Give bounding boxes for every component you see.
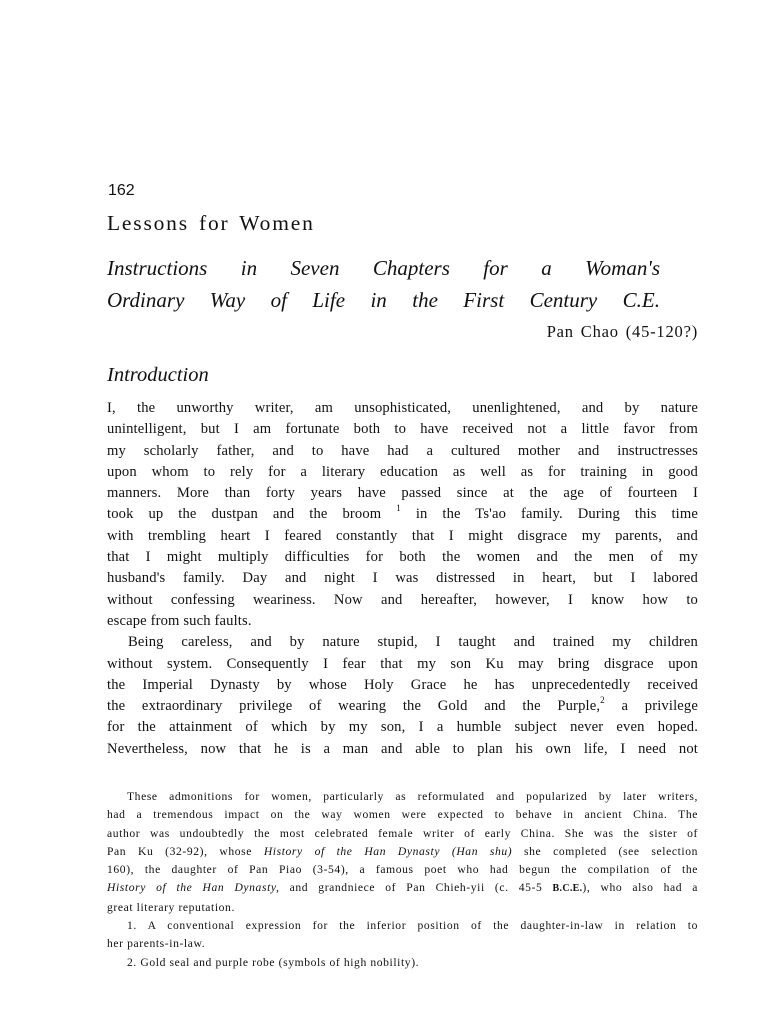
author-attribution: Pan Chao (45-120?) bbox=[546, 322, 698, 341]
text-line: I, the unworthy writer, am unsophisticated, unenlightened, and by nature bbox=[107, 400, 698, 416]
note-line: 1. A conventional expression for the inferior position of the daughter-in-law in relation to bbox=[127, 919, 698, 933]
subtitle-line: Ordinary Way of Life in the First Century C.E. bbox=[107, 288, 660, 312]
text-line: manners. More than forty years have passed since at the age of fourteen I bbox=[107, 485, 698, 502]
text-line: the Imperial Dynasty by whose Holy Grace he has unprecedentedly received bbox=[107, 676, 698, 693]
note-line: These admonitions for women, particularly as reformulated and popularized by later writers, bbox=[127, 790, 698, 803]
page-title: Lessons for Women bbox=[107, 211, 315, 235]
note-line: author was undoubtedly the most celebrated female writer of early China. She was the sister of bbox=[107, 826, 698, 840]
text-segment: ), who also had a bbox=[582, 881, 699, 895]
text-segment: in the Ts'ao family. During this time bbox=[415, 506, 699, 523]
book-title: History of the Han Dynasty (Han shu) bbox=[263, 844, 513, 858]
note-line: 2. Gold seal and purple robe (symbols of high nobility). bbox=[127, 955, 420, 969]
text-line: with trembling heart I feared constantly that I might disgrace my parents, and bbox=[107, 527, 698, 544]
text-segment: a privilege bbox=[621, 698, 698, 715]
note-line: had a tremendous impact on the way women were expected to behave in ancient China. The bbox=[107, 808, 698, 822]
footnote bbox=[107, 917, 698, 954]
footnote-ref: 1 bbox=[396, 503, 401, 514]
section-heading: Introduction bbox=[107, 364, 209, 386]
text-line bbox=[107, 504, 698, 525]
headnote bbox=[107, 788, 698, 917]
text-line: Nevertheless, now that he is a man and able to plan his own life, I need not bbox=[107, 740, 698, 757]
book-title: History of the Han Dynasty, bbox=[107, 881, 280, 895]
era-abbreviation: B.C.E. bbox=[552, 883, 583, 895]
text-line: that I might multiply difficulties for both the women and the men of my bbox=[107, 549, 698, 566]
footnote bbox=[107, 954, 698, 972]
text-line: husband's family. Day and night I was distressed in heart, but I labored bbox=[107, 570, 698, 587]
subtitle-line: Instructions in Seven Chapters for a Woman's bbox=[107, 256, 660, 280]
text-line bbox=[107, 696, 698, 717]
text-line: my scholarly father, and to have had a cultured mother and instructresses bbox=[107, 442, 698, 459]
text-line: escape from such faults. bbox=[107, 612, 252, 629]
text-segment: took up the dustpan and the broom bbox=[107, 506, 382, 523]
note-line: great literary reputation. bbox=[107, 900, 235, 914]
text-line: unintelligent, but I am fortunate both to have received not a little favor from bbox=[107, 421, 698, 438]
note-line bbox=[107, 879, 698, 898]
text-line: upon whom to rely for a literary education as well as for training in good bbox=[107, 463, 698, 480]
text-segment: Pan Ku (32-92), whose bbox=[107, 844, 253, 858]
text-segment: the extraordinary privilege of wearing the Gold and the Purple, bbox=[107, 698, 601, 715]
note-line: her parents-in-law. bbox=[107, 937, 206, 951]
note-line bbox=[107, 843, 698, 861]
text-line: without system. Consequently I fear that my son Ku may bring disgrace upon bbox=[107, 655, 698, 672]
subtitle bbox=[107, 252, 660, 316]
footnote-ref: 2 bbox=[600, 695, 605, 706]
text-segment: she completed (see selection bbox=[524, 844, 699, 858]
paragraph bbox=[107, 398, 698, 632]
notes bbox=[107, 788, 698, 972]
paragraph bbox=[107, 632, 698, 760]
text-line: without confessing weariness. Now and hereafter, however, I know how to bbox=[107, 591, 698, 608]
page-number: 162 bbox=[108, 182, 135, 199]
body-text bbox=[107, 398, 698, 760]
text-line: for the attainment of which by my son, I a humble subject never even hoped. bbox=[107, 719, 698, 736]
text-line: Being careless, and by nature stupid, I taught and trained my children bbox=[128, 634, 698, 651]
note-line: 160), the daughter of Pan Piao (3-54), a famous poet who had begun the compilation of the bbox=[107, 863, 698, 877]
text-segment: and grandniece of Pan Chieh-yii (c. 45-5 bbox=[289, 881, 543, 895]
